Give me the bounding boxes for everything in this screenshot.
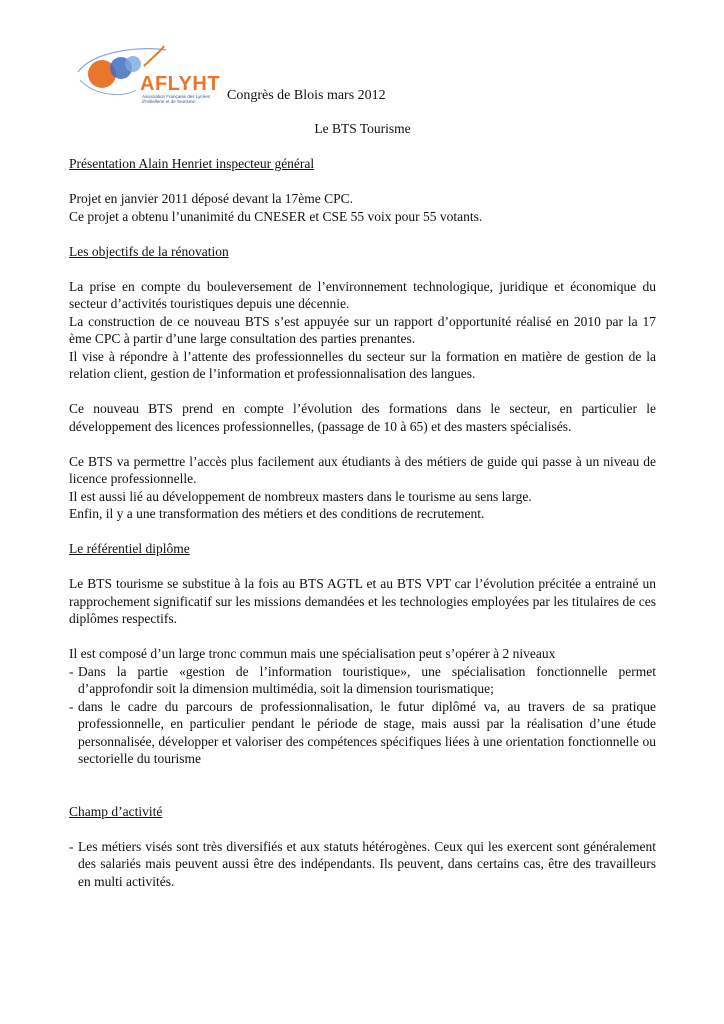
objectifs-paragraph: Ce BTS va permettre l’accès plus facilement aux étudiants à des métiers de guide qui passe à un niveau de licence professionnelle.	[69, 453, 656, 486]
objectifs-paragraph: Il vise à répondre à l’attente des professionnelles du secteur sur la formation en matière de gestion de la relation client, gestion de l’information et professionnalisation des langues.	[69, 348, 656, 381]
list-item: - Les métiers visés sont très diversifiés et aux statuts hétérogènes. Ceux qui les exercent sont généralement des salariés mais peuvent aussi être des indépendants. Ils peuvent, dans certains cas, être des travailleurs en multi activités.	[69, 838, 656, 891]
presentation-heading: Présentation Alain Henriet inspecteur général	[69, 156, 315, 171]
projet-line: Projet en janvier 2011 déposé devant la 17ème CPC.	[69, 191, 354, 206]
congres-line: Congrès de Blois mars 2012	[227, 88, 386, 103]
referentiel-heading: Le référentiel diplôme	[69, 541, 190, 556]
objectifs-paragraph: Ce nouveau BTS prend en compte l’évolution des formations dans le secteur, en particulier le développement des licences professionnelles, (passage de 10 à 65) et des masters spécialisés.	[69, 401, 656, 434]
champ-heading: Champ d’activité	[69, 803, 163, 819]
objectifs-heading: Les objectifs de la rénovation	[69, 243, 229, 259]
list-item: - Dans la partie «gestion de l’information touristique», une spécialisation fonctionnelle permet d’approfondir soit la dimension multimédia, soit la dimension tourismatique;	[69, 663, 656, 698]
objectifs-paragraph: Il est aussi lié au développement de nombreux masters dans le tourisme au sens large.	[69, 488, 532, 504]
objectifs-paragraph: La construction de ce nouveau BTS s’est appuyée sur un rapport d’opportunité réalisé en 2010 par la 17 ème CPC à partir d’une large consultation des parties prenantes.	[69, 313, 656, 346]
referentiel-list	[69, 663, 656, 768]
objectifs-paragraph: Enfin, il y a une transformation des métiers et des conditions de recrutement.	[69, 506, 485, 521]
list-item: - dans le cadre du parcours de professionnalisation, le futur diplômé va, au travers de sa pratique professionnelle, en particulier pendant le période de stage, mais aussi par la réalisation d’une étude personnalisée, développer et valoriser des compétences spécifiques liées à une orientation fonctionnelle ou sectorielle du tourisme	[69, 698, 656, 768]
projet-line: Ce projet a obtenu l’unanimité du CNESER et CSE 55 voix pour 55 votants.	[69, 208, 483, 224]
logo-subtitle: Association Française des Lycées d'Hôtellerie et de Tourisme	[142, 94, 210, 104]
referentiel-intro: Il est composé d’un large tronc commun mais une spécialisation peut s’opérer à 2 niveaux	[69, 646, 556, 661]
champ-list	[69, 838, 656, 891]
document-body	[69, 120, 656, 890]
objectifs-paragraph: La prise en compte du bouleversement de l’environnement technologique, juridique et économique du secteur d’activités touristiques depuis une décennie.	[69, 278, 656, 311]
referentiel-paragraph: Le BTS tourisme se substitue à la fois au BTS AGTL et au BTS VPT car l’évolution précitée a entrainé un rapprochement significatif sur les missions demandées et les technologies employées par les titulaires de ces diplômes respectifs.	[69, 576, 656, 626]
logo-wordmark: AFLYHT	[140, 73, 221, 95]
document-title: Le BTS Tourisme	[314, 121, 411, 136]
